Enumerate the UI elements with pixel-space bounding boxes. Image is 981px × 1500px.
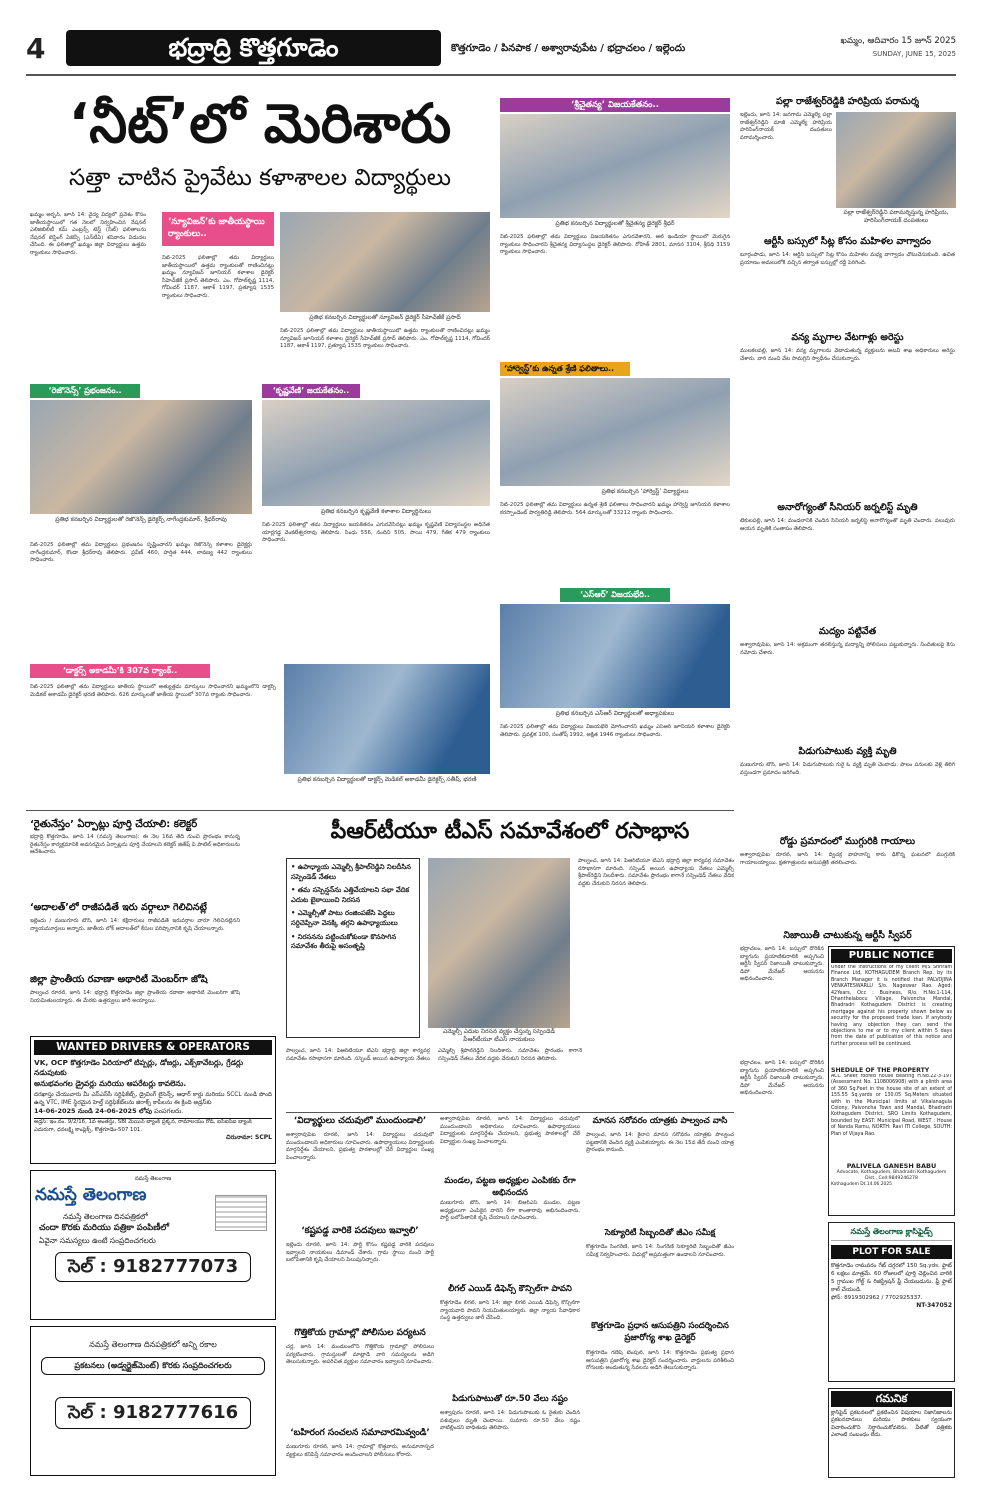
place-date: Kothagudem Dt.14.06.2025 xyxy=(831,1181,892,1187)
manasa-body: పాల్వంచ, జూన్ 14: కైలాస మానస సరోవరం యాత్రకు పాల్వంచ పట్టణానికి చెందిన వ్యక్తి ఎంపికయ్యారు. ఈ నెల 15వ తేదీ నుంచి యాత్ర ప్రారంభం కానుంది. xyxy=(586,1132,734,1154)
vanya-body: ములకలపల్లి, జూన్ 14: వన్య మృగాలను వేటాడుతున్న వ్యక్తులను అటవీ శాఖ అధికారులు అరెస్టు చేశారు. వారి నుంచి వేట సామగ్రిని స్వాధీనం చేసుకున్నారు. xyxy=(740,348,955,362)
raithu-head: ‘రైతునేస్తం’ ఏర్పాట్లు పూర్తి చేయాలి: కలెక్టర్ xyxy=(30,819,198,830)
hospital-body: కొత్తగూడెం గణేష్ టెంపుల్, జూన్ 14: కొత్తగూడెం ప్రభుత్వ ప్రధాన ఆసుపత్రిని ప్రజారోగ్య శాఖ డైరెక్టర్ సందర్శించారు. వార్డులను పరిశీలించి రోగులకు అందుతున్న సేవలను అడిగి తెలుసుకున్నారు. xyxy=(586,1350,734,1372)
prtu-bullet-text: ఎమ్మెల్సీతో పాటు రంజింపజేసి పెద్దలు సర్దిచెప్పినా వెనక్కి తగ్గని ఉపాధ్యాయులు xyxy=(291,909,398,927)
wanted-brand: చిరునామా: SCPL xyxy=(226,1134,272,1142)
notice-ad xyxy=(828,1388,955,1478)
harvest-tag: ‘హార్వెస్ట్’కు ఉన్నత శ్రేణి ఫలితాలు.. xyxy=(500,362,630,376)
namaste-line2-highlight: మరియు పత్రికా పంపిణీలో xyxy=(82,1223,169,1233)
joshi-body: పాల్వంచ రూరల్, జూన్ 14: భద్రాద్రి కొత్తగూడెం జిల్లా ప్రాంతీయ రవాణా అథారిటీ మెంబర్‌గా జోషి నియమితులయ్యారు. ఈ మేరకు ఉత్తర్వులు జారీ అయ్యాయి. xyxy=(30,990,240,1004)
prtu-body-2: పాల్వంచ, జూన్ 14: పీఆర్‌టీయూ టీఎస్ భద్రాద్రి జిల్లా కార్యవర్గ సమావేశం రసాభాసగా మారింది. సస్పెండ్ అయిన ఉపాధ్యాయ నేతలు ఎమ్మెల్సీ శ్రీపాల్‌రెడ్డిని నిలదీశారు. సమావేశం ప్రారంభం కాగానే సస్పెండెడ్ నేతలు వేదిక వద్దకు చేరుకుని నిరసన తెలిపారు. xyxy=(286,1048,582,1062)
prtu-bullet: • తమ సస్పెన్షన్‌ను ఎత్తివేయాలని సభా వేదిక ఎదుట బైఠాయించి నిరసన xyxy=(291,886,410,904)
adalat-body: ఇల్లెందు / మణుగూరు టౌన్, జూన్ 14: కక్షిదారులు రాజీపడితే ఇరువర్గాల వారూ గెలిచినట్లేనని న్యాయమూర్తులు అన్నారు. జాతీయ లోక్ అదాలత్‌లో కేసుల పరిష్కారానికి కృషి చేయాలన్నారు. xyxy=(30,918,240,932)
lead-headline: ‘నీట్’లో మెరిశారు xyxy=(68,92,452,155)
wanted-dates-line xyxy=(34,1107,272,1116)
rajeswar-body: ఇల్లెందు, జూన్ 14: జనగామ ఎమ్మెల్యే పల్లా రాజేశ్వర్‌రెడ్డిని మాజీ ఎమ్మెల్యే హరిప్రియ హరిసింగ్‌నాయక్ దంపతులు పరామర్శించారు. xyxy=(740,112,832,141)
namaste-sub-ad xyxy=(30,1170,276,1320)
namaste-line1: నమస్తే తెలంగాణ దినపత్రికలో xyxy=(63,1212,148,1221)
vanya-head: వన్య మృగాల వేటగాళ్లు అరెస్టు xyxy=(791,332,904,343)
sr-photo xyxy=(500,604,730,708)
legal-head: లీగల్ ఎయిడ్ డిఫెన్స్ కౌన్సిల్‌గా పావని xyxy=(448,1284,572,1294)
wanted-line2: అనుభవంగల డ్రైవర్లు మరియు ఆపరేటర్లు కావలెను. xyxy=(34,1079,187,1088)
wanted-dates: 14-06-2025 నుండి 24-06-2025 లోపు xyxy=(34,1107,153,1115)
anarogya-body: టేకులపల్లి, జూన్ 14: మండలానికి చెందిన సీనియర్ జర్నలిస్ట్ అనారోగ్యంతో మృతి చెందారు. పలువురు ఆయన మృతికి సంతాపం తెలిపారు. xyxy=(740,518,955,532)
newvision-body: నీట్-2025 ఫలితాల్లో తమ విద్యార్థులు జాతీయస్థాయిలో ఉత్తమ ర్యాంకులతో రాణించినట్లు ఖమ్మం న్యూవిజన్ జూనియర్ కళాశాల డైరెక్టర్ సీహెచ్‌జీకే ప్రసాద్ తెలిపారు. ఎం. గోపాల్‌కృష్ణ 1114, గోవిందర్ 1187, ఆకాశ్ 1197, ప్రత్యూష 1535 ర్యాంకులు సాధించారు. xyxy=(162,255,274,299)
doctors-tag: ‘డాక్టర్స్ అకాడమీ’కి 307వ ర్యాంక్.. xyxy=(30,664,210,678)
nijayithi-head: నిజాయితీ చాటుకున్న ఆర్టీసీ స్వీపర్ xyxy=(783,930,912,941)
sr-tag: ‘ఎస్ఆర్’ విజయభేరి.. xyxy=(560,588,670,602)
kashtapadda-body: ఇల్లెందు రూరల్, జూన్ 14: పార్టీ కోసం కష్టపడ్డ వారికే పదవులు ఇవ్వాలని నాయకులు డిమాండ్ చేశారు. గ్రామ స్థాయి నుంచి పార్టీ బలోపేతానికి కృషి చేయాలని పిలుపునిచ్చారు. xyxy=(286,1242,434,1264)
singareni-head: సెక్యూరిటీ సిబ్బందితో జీఎం సమీక్ష xyxy=(604,1228,716,1238)
sr-body: నీట్-2025 ఫలితాల్లో తమ విద్యార్థులు విజయభేరి మోగించారని ఖమ్మం ఎస్ఆర్ జూనియర్ కళాశాల డైరెక్టర్ తెలిపారు. ప్రవల్లిక 100, సంతోష్ 1992, అక్షిత 1946 ర్యాంకులు సాధించారు. xyxy=(500,724,730,738)
resonance-photo xyxy=(30,400,252,514)
namaste-line2-prefix: చందా కొరకు xyxy=(39,1223,81,1233)
krishnaveni-tag: ‘కృష్ణవేణి’ జయకేతనం.. xyxy=(262,384,360,398)
plot-title: PLOT FOR SALE xyxy=(831,1245,952,1259)
mandal-body: మణుగూరు టౌన్, జూన్ 14: బీఆర్ఎస్ మండల, పట్టణ అధ్యక్షులుగా ఎంపికైన వారిని రేగా కాంతారావు అభినందించారు. పార్టీ బలోపేతానికి కృషి చేయాలని సూచించారు. xyxy=(440,1200,580,1222)
rajeswar-photo xyxy=(836,112,956,208)
wanted-line1: VK, OCP కొత్తగూడెం ఏరియాలో టిప్పర్లు, డోజర్లు, ఎక్స్‌కావేటర్లు, గ్రేడర్లు నడుపుటకు xyxy=(34,1058,243,1077)
srichaitanya-tag: ‘శ్రీచైతన్య’ విజయకేతనం.. xyxy=(500,98,730,112)
lead-subheadline: సత్తా చాటిన ప్రైవేటు కళాశాలల విద్యార్థులు xyxy=(68,165,452,191)
rtc-head: ఆర్టీసీ బస్సులో సీట్ల కోసం మహిళల వాగ్వాదం xyxy=(764,236,931,247)
wanted-body: దరఖాస్తు చేయువారు మీ ఎస్ఎస్‌సీ సర్టిఫికేట్స్, డ్రైవింగ్ లైసెన్స్, ఆధార్ కార్డు మరియు SCCL నుండి పొంది ఉన్న VTC, IME స్థిరమైన హెల్త్ సర్టిఫికేట్‌లను జిరాక్స్ కాపీలను ఈ క్రింది అడ్రస్‌కు xyxy=(34,1092,272,1106)
namaste-line3: ఏవైనా సమస్యలు ఉంటే సంప్రదించగలరు xyxy=(39,1236,156,1245)
newvision-tag: ‘న్యూవిజన్’కు జాతీయస్థాయి ర్యాంకులు.. xyxy=(162,212,274,246)
harvest-photo xyxy=(500,378,730,486)
raithu-body: భద్రాద్రి కొత్తగూడెం, జూన్ 14 (నమస్తే తెలంగాణ): ఈ నెల 16వ తేదీ నుంచి ప్రారంభం కానున్న రైతునేస్తం కార్యక్రమానికి అవసరమైన ఏర్పాట్లను పూర్తి చేయాలని కలెక్టర్ జితేష్ వి పాటిల్ అధికారులను ఆదేశించారు. xyxy=(30,834,240,856)
doctors-caption: ప్రతిభ కనబర్చిన విద్యార్థులతో డాక్టర్స్ మెడికల్ అకాడమీ డైరెక్టర్స్ సతీష్, భరణి xyxy=(297,776,477,783)
page-number: 4 xyxy=(26,32,46,65)
namaste-ads-line2: ప్రకటనలు (అడ్వర్టైజ్‌మెంట్) కొరకు సంప్రదించగలరు xyxy=(41,1357,265,1375)
singareni-body: కొత్తగూడెం సింగరేణి, జూన్ 14: సింగరేణి సెక్యూరిటీ సిబ్బందితో జీఎం సమీక్ష నిర్వహించారు. విధుల్లో అప్రమత్తంగా ఉండాలని సూచించారు. xyxy=(586,1244,734,1258)
adalat-head: ‘అదాలత్’లో రాజీపడితే ఇరు వర్గాలూ గెలిచినట్లే xyxy=(30,902,207,913)
srichaitanya-caption: ప్రతిభ కనబర్చిన విద్యార్థులతో శ్రీచైతన్య డైరెక్టర్ శ్రీధర్ xyxy=(555,220,675,227)
krishnaveni-body: నీట్-2025 ఫలితాల్లో తమ విద్యార్థులు జయకేతనం ఎగురవేసినట్లు ఖమ్మం కృష్ణవేణి విద్యాసంస్థల అధినేత యార్లగడ్డ వెంకటేశ్వరరావు తెలిపారు. సింధు 556, నందిని 505, సాయి 479, గీతిక 479 ర్యాంకులు సాధించారు. xyxy=(262,522,490,544)
plot-phone: ఫోన్: 8919302962 / 7702925337. xyxy=(831,1295,923,1301)
prtu-bullet-text: ఉపాధ్యాయ ఎమ్మెల్సీ శ్రీపాల్‌రెడ్డిని నిలదీసిన సస్పెండెడ్ నేతలు xyxy=(291,863,411,881)
rtc-body: బూర్గంపాడు, జూన్ 14: ఆర్టీసీ బస్సులో సీట్ల కోసం మహిళల మధ్య వాగ్వాదం చోటుచేసుకుంది. ఉచిత ప్రయాణం అమలులోకి వచ్చిన తర్వాత బస్సుల్లో రద్దీ పెరిగింది. xyxy=(740,252,955,266)
vidyarthulu-body: అశ్వారావుపేట రూరల్, జూన్ 14: విద్యార్థులు చదువులో ముందుండాలని అధికారులు సూచించారు. ఉపాధ్యాయులు విద్యార్థులకు మార్గనిర్దేశం చేయాలని, ప్రభుత్వ పాఠశాలల్లో చేరే విద్యార్థుల సంఖ్య పెంచాలన్నారు. xyxy=(286,1132,434,1161)
namaste-cell: సెల్ : 9182777073 xyxy=(55,1252,251,1282)
prtu-bullet: • ఎమ్మెల్సీతో పాటు రంజింపజేసి పెద్దలు సర్దిచెప్పినా వెనక్కి తగ్గని ఉపాధ్యాయులు xyxy=(291,909,398,927)
notice-title: గమనిక xyxy=(831,1391,952,1407)
prtu-body: పాల్వంచ, జూన్ 14: పీఆర్‌టీయూ టీఎస్ భద్రాద్రి జిల్లా కార్యవర్గ సమావేశం రసాభాసగా మారింది. సస్పెండ్ అయిన ఉపాధ్యాయ నేతలు ఎమ్మెల్సీ శ్రీపాల్‌రెడ్డిని నిలదీశారు. సమావేశం ప్రారంభం కాగానే సస్పెండెడ్ నేతలు వేదిక వద్దకు చేరుకుని నిరసన తెలిపారు. xyxy=(578,858,734,887)
harvest-caption: ప్రతిభ కనబర్చిన ‘హార్వెస్ట్’ విద్యార్థులు xyxy=(601,488,689,495)
prtu-bullet: • ఉపాధ్యాయ ఎమ్మెల్సీ శ్రీపాల్‌రెడ్డిని నిలదీసిన సస్పెండెడ్ నేతలు xyxy=(291,863,411,881)
namaste-ads-ad xyxy=(30,1326,276,1476)
advocate-name: PALIVELA GANESH BABU xyxy=(846,1162,937,1170)
public-notice-body: Under the instructions of my client M/S Shriram Finance Ltd, KOTHAGUDEM Branch Rep. by its Branch Manager it is notified that PALVOJINA VENKATESWARLU S/o. Nageswar Rao. Aged: 42Years, Occ : Business, R/o. H.No:1-114, Dhanthelabocu Village, Palvoncha Mandal, Bhadradri Kothagudem District is creating mortgage against his property shown below as security for the proposed trade loan. If anybody having any objection they can send the objections to me or to my client within 5 days from the date of publication of this notice and further process will be continued. xyxy=(831,965,952,1047)
pidugu-body: మణుగూరు టౌన్, జూన్ 14: పిడుగుపాటుకు గురై ఓ వ్యక్తి మృతి చెందాడు. పొలం పనులకు వెళ్లి తిరిగి వస్తుండగా ప్రమాదం జరిగింది. xyxy=(740,762,955,776)
road-body: అశ్వారావుపేట రూరల్, జూన్ 14: ద్విచక్ర వాహనాన్ని కారు ఢీకొన్న ఘటనలో ముగ్గురికి గాయాలయ్యాయి. క్షతగాత్రులను ఆసుపత్రికి తరలించారు. xyxy=(740,852,955,866)
notice-body: క్లాసిఫైడ్ ప్రకటనలలో ప్రకటించిన విషయాల నిజానిజాలను ప్రకటనదారులు మరియు పాఠకులు స్వయంగా విచారించుకొని నిర్ధారించుకోవలెను. వీటితో పత్రికకు ఎలాంటి సంబంధం లేదు. xyxy=(831,1410,952,1439)
plot-brand: నమస్తే తెలంగాణ క్లాసిఫైడ్స్ xyxy=(831,1225,952,1241)
sanchalana-head: ‘బహిరంగ సంచలన సమాచారమివ్వండి’ xyxy=(290,1428,430,1438)
prtu-divider xyxy=(286,1112,734,1113)
namaste-publisher-note: నమస్తే తెలంగాణ xyxy=(134,1176,172,1182)
advocate-detail: Advocate, Kothagudem, Bhadradri Kothagudem Dist., Cell:9849246278 xyxy=(836,1170,947,1181)
vidyarthulu-body-2: అశ్వారావుపేట రూరల్, జూన్ 14: విద్యార్థులు చదువులో ముందుండాలని అధికారులు సూచించారు. ఉపాధ్యాయులు విద్యార్థులకు మార్గనిర్దేశం చేయాలని, ప్రభుత్వ పాఠశాలల్లో చేరే విద్యార్థుల సంఖ్య పెంచాలన్నారు. xyxy=(440,1116,580,1145)
gottikoya-head: గొత్తికోయ గ్రామాల్లో పోలీసుల పర్యటన xyxy=(294,1328,426,1338)
wanted-title: WANTED DRIVERS & OPERATORS xyxy=(34,1040,272,1055)
newvision-caption: ప్రతిభ కనబర్చిన విద్యార్థులతో న్యూవిజన్ డైరెక్టర్ సీహెచ్‌జీకే ప్రసాద్ xyxy=(309,314,461,321)
namaste-ads-cell: సెల్ : 9182777616 xyxy=(55,1397,251,1429)
namaste-ads-line1: నమస్తే తెలంగాణ దినపత్రికలో అన్ని రకాల xyxy=(89,1340,217,1349)
pidugu50-body: అశ్వాపురం రూరల్, జూన్ 14: పిడుగుపాటుకు ఓ రైతుకు చెందిన పశువులు మృతి చెందాయి. సుమారు రూ.50 వేలు నష్టం వాటిల్లిందని బాధితుడు తెలిపారు. xyxy=(440,1410,580,1432)
rajeswar-caption: పల్లా రాజేశ్వర్‌రెడ్డిని పరామర్శిస్తున్న హరిప్రియ, హరిసింగ్‌నాయక్ దంపతులు xyxy=(843,209,949,224)
public-notice-ad xyxy=(828,946,955,1216)
manasa-head: మానస సరోవరం యాత్రకు పాల్వంచ వాసి xyxy=(592,1116,728,1126)
resonance-tag: ‘రెజొనెన్స్’ ప్రభంజనం.. xyxy=(30,384,140,398)
doctors-photo xyxy=(284,664,490,774)
vidyarthulu-head: ‘విద్యార్థులు చదువులో ముందుండాలి’ xyxy=(293,1116,427,1126)
sr-caption: ప్రతిభ కనబర్చిన ఎస్ఆర్ విద్యార్థులతో అధ్యాపకులు xyxy=(555,710,675,717)
pidugu50-head: పిడుగుపాటుతో రూ.50 వేలు నష్టం xyxy=(452,1394,568,1404)
prtu-head: పీఆర్‌టీయూ టీఎస్ సమావేశంలో రసాభాస xyxy=(330,819,690,844)
madyam-head: మద్యం పట్టివేత xyxy=(818,626,877,637)
prtu-caption: ఎమ్మెల్సీ ఎదుట నిరసన వ్యక్తం చేస్తున్న సస్పెండెడ్ పీఆర్‌టీయూ టీఎస్ నాయకులు xyxy=(442,1028,556,1043)
masthead-rule xyxy=(26,74,956,76)
wanted-address: అడ్రస్: ఇం.నం. 9/2/16, 1వ అంతస్తు, SBI మెయిన్ బ్యాంక్ ప్రక్కన, రామాలయం రోడ్, ఐసీఐసీఐ బ్యాంక్ ఎదురుగా, ధనలక్ష్మి కాంప్లెక్స్, కొత్తగూడెం-507 101. xyxy=(34,1118,272,1134)
nijayithi-body: భద్రాచలం, జూన్ 14: బస్సులో దొరికిన బ్యాగును ప్రయాణికురాలికి అప్పగించి ఆర్టీసీ స్వీపర్ నిజాయితీ చాటుకున్నారు. డిపో మేనేజర్ ఆయనను అభినందించారు. xyxy=(740,946,824,983)
lead-body: ఖమ్మం అర్బన్, జూన్ 14: వైద్య విద్యలో ప్రవేశం కోసం జాతీయస్థాయిలో గత నెలలో నిర్వహించిన నేషనల్ ఎలిజిబిలిటీ కమ్ ఎంట్రన్స్ టెస్ట్ (నీట్) ఫలితాలను నేషనల్ టెస్టింగ్ ఏజెన్సీ (ఎన్‌టీఏ) శనివారం విడుదల చేసింది. ఈ ఫలితాల్లో ఖమ్మం జిల్లా విద్యార్థులు ఉత్తమ ర్యాంకులు సాధించారు. xyxy=(30,212,146,256)
date-telugu: ఖమ్మం, ఆదివారం 15 జూన్ 2025 xyxy=(840,36,956,46)
newvision-photo xyxy=(280,212,490,312)
harvest-body: నీట్-2025 ఫలితాల్లో తమ విద్యార్థులు ఉన్నత శ్రేణి ఫలితాలు సాధించారని ఖమ్మం హార్వెస్ట్ జూనియర్ కళాశాల కరస్పాండెంట్ పార్వతిరెడ్డి తెలిపారు. 564 మార్కులతో 33212 ర్యాంకు సాధించారు. xyxy=(500,502,730,516)
plot-ad xyxy=(828,1222,955,1382)
resonance-body: నీట్-2025 ఫలితాల్లో తమ విద్యార్థులు ప్రభంజనం సృష్టించారని ఖమ్మం రెజొనెన్స్ కళాశాల డైరెక్టర్లు నాగేంద్రకుమార్, కొండా శ్రీధర్‌రావు తెలిపారు. ప్రవీణ్ 460, హర్షిత 444, లావణ్య 442 ర్యాంకులు సాధించారు. xyxy=(30,542,252,564)
wanted-dates-suffix: పంపగలరు. xyxy=(154,1107,184,1115)
krishnaveni-caption: ప్రతిభ కనబర్చిన కృష్ణవేణి కళాశాల విద్యార్థినులు xyxy=(320,508,432,515)
rajeswar-head: పల్లా రాజేశ్వర్‌రెడ్డికి హరిప్రియ పరామర్శ xyxy=(775,96,920,107)
legal-body: కొత్తగూడెం లీగల్, జూన్ 14: జిల్లా లీగల్ ఎయిడ్ డిఫెన్స్ కౌన్సిల్‌గా న్యాయవాది పావని నియమితులయ్యారు. జిల్లా న్యాయ సేవాధికార సంస్థ ఉత్తర్వులు జారీ చేసింది. xyxy=(440,1300,580,1322)
anarogya-head: అనారోగ్యంతో సీనియర్ జర్నలిస్ట్ మృతి xyxy=(777,502,918,513)
newvision-body-2: నీట్-2025 ఫలితాల్లో తమ విద్యార్థులు జాతీయస్థాయిలో ఉత్తమ ర్యాంకులతో రాణించినట్లు ఖమ్మం న్యూవిజన్ జూనియర్ కళాశాల డైరెక్టర్ సీహెచ్‌జీకే ప్రసాద్ తెలిపారు. ఎం. గోపాల్‌కృష్ణ 1114, గోవిందర్ 1187, ఆకాశ్ 1197, ప్రత్యూష 1535 ర్యాంకులు సాధించారు. xyxy=(280,328,490,350)
namaste-brand: నమస్తే తెలంగాణ xyxy=(35,1185,147,1205)
schedule-title: SHEDULE OF THE PROPERTY xyxy=(831,1067,930,1074)
schedule-body: ACC Sheet roofed house bearing H.No.22-3-197 (Assessment No. 1108006908) with a plinth area of 360 Sq.Feet in the house site of an extent of 155.55 Sq.yards or 130.05 Sq.Meters situated with in the Municipal limits at Vikalanagula Colony, Palvoncha Town and Mandal, Bhadradri Kothagudem District, SRO Limits Kothagudem, bounded by EAST: Municipal Road, WEST : House of Nanda Ramu, NORTH: Ravi ITI College, SOUTH: Plan of Vijaya Rao. xyxy=(831,1074,952,1137)
date-english: SUNDAY, JUNE 15, 2025 xyxy=(872,50,956,58)
road-head: రోడ్డు ప్రమాదంలో ముగ్గురికి గాయాలు xyxy=(779,836,916,847)
sanchalana-body: మణుగూరు రూరల్, జూన్ 14: గ్రామాల్లో కొత్తవారు, అనుమానాస్పద వ్యక్తులు కనిపిస్తే సమాచారం అందించాలని పోలీసులు కోరారు. xyxy=(286,1444,434,1458)
hospital-head: కొత్తగూడెం ప్రధాన ఆసుపత్రిని సందర్శించిన ప్రజారోగ్య శాఖ డైరెక్టర్ xyxy=(591,1321,729,1343)
prtu-bullets xyxy=(286,858,420,1038)
masthead xyxy=(26,30,956,70)
prtu-photo xyxy=(428,858,570,1028)
srichaitanya-body: నీట్-2025 ఫలితాల్లో తమ విద్యార్థులు విజయకేతనం ఎగురవేశారని, ఆల్ ఇండియా స్థాయిలో మెరుగైన ర్యాంకులు సాధించారని శ్రీచైతన్య విద్యాసంస్థల డైరెక్టర్ తెలిపారు. రోహిత్ 2801, మానస 3104, శ్రీనిధి 3159 ర్యాంకులు సాధించారు. xyxy=(500,234,730,256)
prtu-bullet: • నిరసనను పట్టించుకోకుండా కొనసాగిన సమావేశం తీరుపై అసంతృప్తి xyxy=(291,932,397,951)
prtu-bullet-text: తమ సస్పెన్షన్‌ను ఎత్తివేయాలని సభా వేదిక ఎదుట బైఠాయించి నిరసన xyxy=(291,886,410,904)
plot-code: NT-347052 xyxy=(916,1302,952,1309)
pidugu-head: పిడుగుపాటుకు వ్యక్తి మృతి xyxy=(798,746,897,757)
resonance-caption: ప్రతిభ కనబర్చిన విద్యార్థులతో రెజొనెన్స్ డైరెక్టర్స్ నాగేంద్రకుమార్, శ్రీధర్‌రావు xyxy=(55,516,227,523)
wanted-ad xyxy=(30,1036,276,1164)
krishnaveni-photo xyxy=(262,400,490,506)
prtu-bullet-text: నిరసనను పట్టించుకోకుండా కొనసాగిన సమావేశం తీరుపై అసంతృప్తి xyxy=(291,932,397,951)
mandal-head: మండల, పట్టణ అధ్యక్షుల ఎంపికకు రేగా అభినందన xyxy=(444,1176,576,1198)
madyam-body: అశ్వారావుపేట, జూన్ 14: అక్రమంగా తరలిస్తున్న మద్యాన్ని పోలీసులు పట్టుకున్నారు. నిందితులపై కేసు నమోదు చేశారు. xyxy=(740,642,955,656)
joshi-head: జిల్లా ప్రాంతీయ రవాణా అథారిటీ మెంబర్‌గా జోషి xyxy=(30,974,208,985)
district-banner: భద్రాద్రి కొత్తగూడెం xyxy=(66,30,441,66)
public-notice-title: PUBLIC NOTICE xyxy=(831,949,952,963)
newspaper-icon xyxy=(215,1195,267,1231)
towns-line: కొత్తగూడెం / పినపాక / అశ్వారావుపేట / భద్రాచలం / ఇల్లెందు xyxy=(451,43,686,54)
nijayithi-body-2: భద్రాచలం, జూన్ 14: బస్సులో దొరికిన బ్యాగును ప్రయాణికురాలికి అప్పగించి ఆర్టీసీ స్వీపర్ నిజాయితీ చాటుకున్నారు. డిపో మేనేజర్ ఆయనను అభినందించారు. xyxy=(740,1060,824,1097)
plot-body: కొత్తగూడెం రామవరం గేట్ దగ్గరలో 150 Sq.yds. ఫ్లాట్ 6 లక్షలు మాత్రమే. 60 రోజులలో పూర్తి చెల్లించిన వారికి 5 గ్రాముల గోల్డ్ & రిజిస్ట్రేషన్ ఫ్రీ చేయబడును. ఫ్రీ ఫ్లాట్ కాల్ చేయండి. xyxy=(831,1263,952,1293)
doctors-body: నీట్-2025 ఫలితాల్లో తమ విద్యార్థులు జాతీయ స్థాయిలో అత్యుత్తమ మార్కులు సాధించారని ఖమ్మంలోని డాక్టర్స్ మెడికల్ అకాడమీ డైరెక్టర్ భరణి తెలిపారు. 626 మార్కులతో జాతీయ స్థాయిలో 307వ ర్యాంకు సాధించారు. xyxy=(30,684,276,698)
section-divider xyxy=(26,810,734,811)
srichaitanya-photo xyxy=(500,114,730,218)
kashtapadda-head: ‘కష్టపడ్డ వారికే పదవులు ఇవ్వాలి’ xyxy=(301,1226,419,1236)
gottikoya-body: చర్ల, జూన్ 14: మండలంలోని గొత్తికోయ గ్రామాల్లో పోలీసులు పర్యటించారు. గ్రామస్తులతో మాట్లాడి వారి సమస్యలను అడిగి తెలుసుకున్నారు. అపరిచిత వ్యక్తుల సమాచారం ఇవ్వాలని సూచించారు. xyxy=(286,1344,434,1366)
